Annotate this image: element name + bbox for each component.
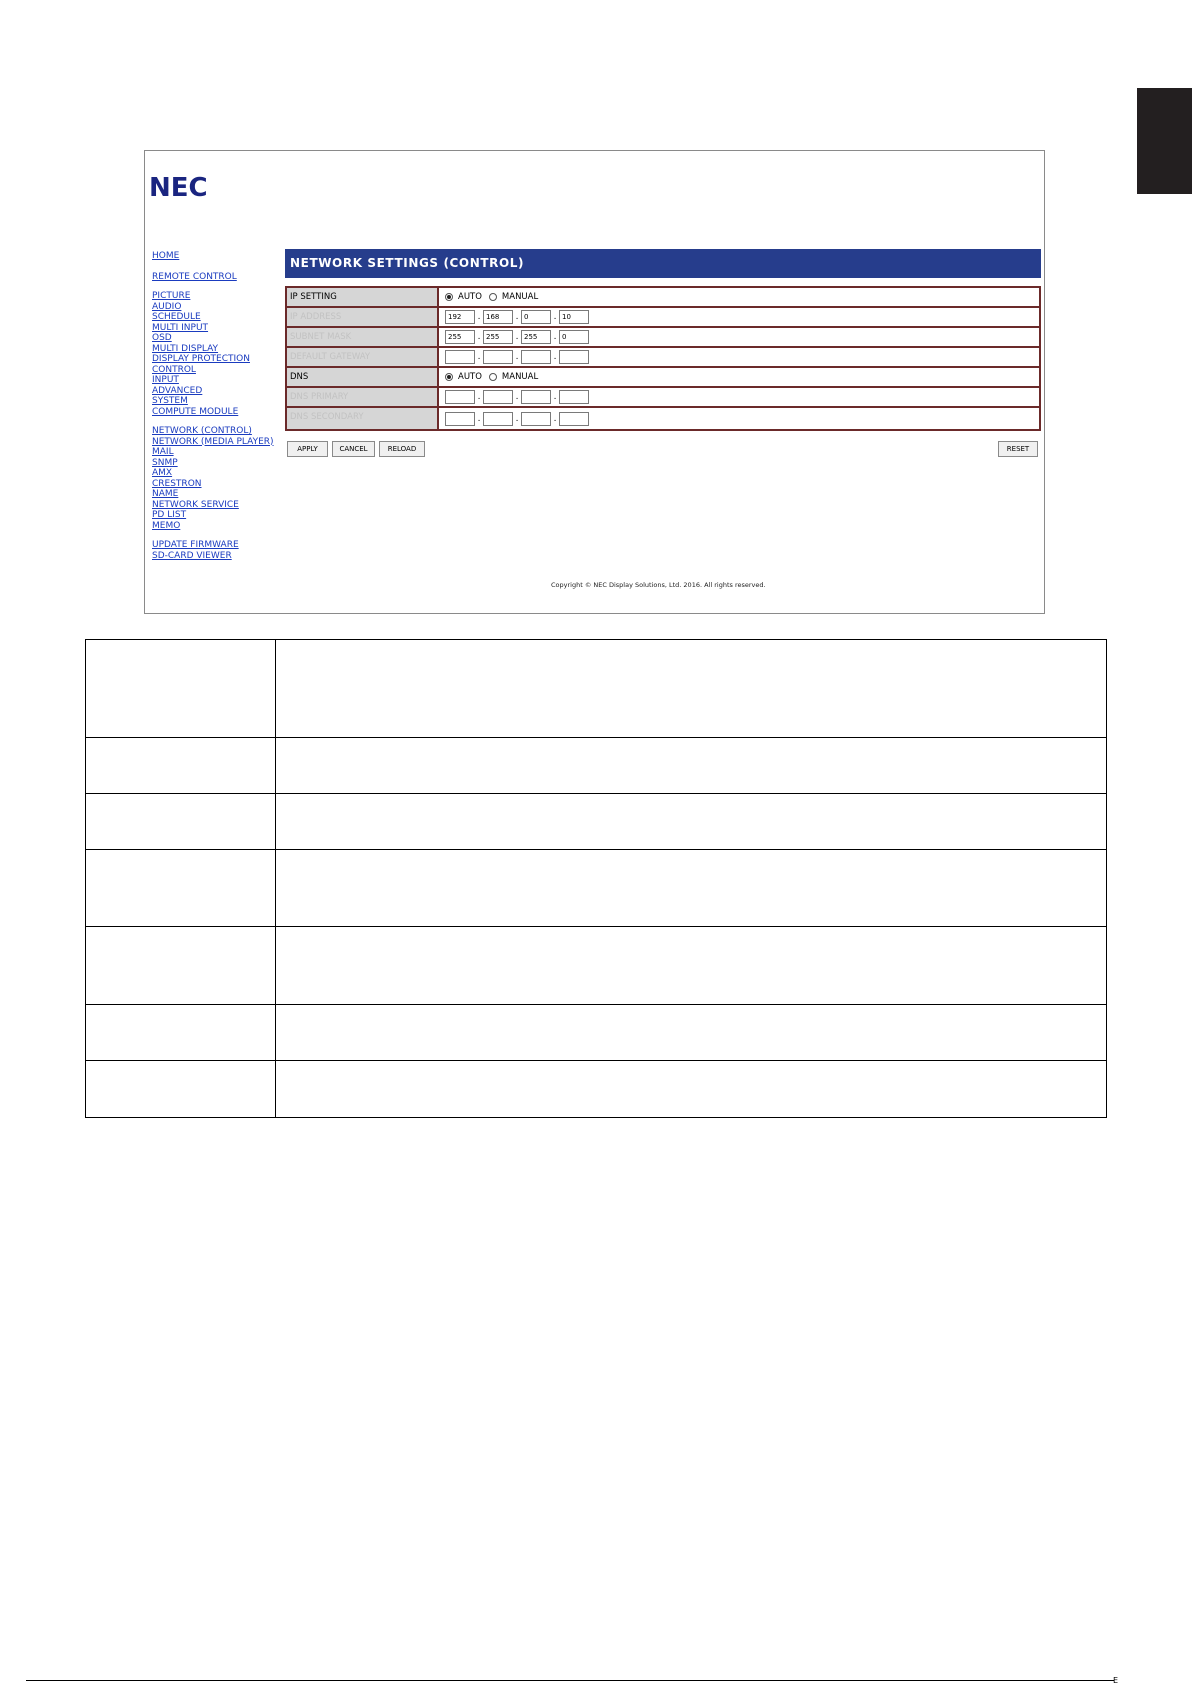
nav-memo[interactable]: MEMO (152, 520, 181, 531)
nav-snmp[interactable]: SNMP (152, 457, 178, 468)
ip-setting-label: IP SETTING (287, 288, 439, 306)
ip-address-octet-4[interactable]: 10 (559, 310, 589, 324)
row-ip-setting (287, 288, 1039, 308)
nav-amx[interactable]: AMX (152, 468, 173, 478)
nav-name[interactable]: NAME (152, 489, 179, 499)
nav-network-control[interactable]: NETWORK (CONTROL) (152, 426, 252, 436)
description-row (86, 794, 1106, 850)
dns-auto-label: AUTO (458, 372, 482, 382)
nav-audio[interactable]: AUDIO (152, 301, 182, 312)
dns-secondary-octet-2[interactable] (483, 412, 513, 426)
nav-compute-module[interactable]: COMPUTE MODULE (152, 406, 239, 417)
section-tab-marker (1137, 88, 1192, 194)
nav-network-media-player[interactable]: NETWORK (MEDIA PLAYER) (152, 436, 274, 447)
octet-separator: . (477, 312, 481, 322)
ip-setting-auto-radio[interactable] (445, 293, 453, 301)
description-term-cell (86, 1005, 276, 1060)
description-term-cell (86, 640, 276, 737)
nav-network-service[interactable]: NETWORK SERVICE (152, 499, 239, 510)
dns-primary-octet-2[interactable] (483, 390, 513, 404)
nav-mail[interactable]: MAIL (152, 447, 174, 457)
row-subnet-mask (287, 328, 1039, 348)
dns-secondary-octet-4[interactable] (559, 412, 589, 426)
subnet-mask-octet-4[interactable]: 0 (559, 330, 589, 344)
description-term-cell (86, 1061, 276, 1117)
dns-secondary-label: DNS SECONDARY (287, 408, 439, 429)
octet-separator: . (553, 332, 557, 342)
ip-setting-auto-label: AUTO (458, 292, 482, 302)
nav-sd-card-viewer[interactable]: SD-CARD VIEWER (152, 550, 232, 561)
octet-separator: . (477, 392, 481, 402)
nav-schedule[interactable]: SCHEDULE (152, 312, 201, 322)
network-settings-table (285, 286, 1041, 431)
footer-rule (26, 1680, 1114, 1681)
nav-pd-list[interactable]: PD LIST (152, 510, 187, 520)
action-buttons (285, 441, 1041, 457)
description-detail-cell (276, 1005, 1106, 1060)
octet-separator: . (553, 352, 557, 362)
dns-secondary-octet-3[interactable] (521, 412, 551, 426)
reload-button[interactable]: RELOAD (379, 441, 425, 457)
nav-picture[interactable]: PICTURE (152, 291, 191, 301)
default-gateway-octet-1[interactable] (445, 350, 475, 364)
description-row (86, 1005, 1106, 1061)
octet-separator: . (515, 392, 519, 402)
dns-secondary-octet-1[interactable] (445, 412, 475, 426)
description-row (86, 640, 1106, 738)
default-gateway-octet-3[interactable] (521, 350, 551, 364)
dns-primary-label: DNS PRIMARY (287, 388, 439, 406)
nav-osd[interactable]: OSD (152, 333, 172, 343)
subnet-mask-octet-3[interactable]: 255 (521, 330, 551, 344)
dns-primary-octet-1[interactable] (445, 390, 475, 404)
octet-separator: . (477, 352, 481, 362)
row-default-gateway (287, 348, 1039, 368)
nec-logo: NEC (149, 173, 208, 203)
subnet-mask-octet-2[interactable]: 255 (483, 330, 513, 344)
ip-address-octet-3[interactable]: 0 (521, 310, 551, 324)
octet-separator: . (515, 352, 519, 362)
dns-manual-label: MANUAL (501, 372, 539, 382)
nav-crestron[interactable]: CRESTRON (152, 478, 202, 489)
description-term-cell (86, 850, 276, 926)
octet-separator: . (515, 332, 519, 342)
dns-auto-radio[interactable] (445, 373, 453, 381)
ip-setting-manual-label: MANUAL (501, 292, 539, 302)
description-detail-cell (276, 738, 1106, 793)
dns-label: DNS (287, 368, 439, 386)
sidebar-nav (152, 251, 278, 561)
row-dns (287, 368, 1039, 388)
octet-separator: . (553, 312, 557, 322)
description-detail-cell (276, 640, 1106, 737)
dns-primary-octet-3[interactable] (521, 390, 551, 404)
octet-separator: . (553, 413, 557, 424)
description-detail-cell (276, 1061, 1106, 1117)
subnet-mask-octet-1[interactable]: 255 (445, 330, 475, 344)
nav-home[interactable]: HOME (152, 251, 180, 261)
description-term-cell (86, 794, 276, 849)
default-gateway-label: DEFAULT GATEWAY (287, 348, 439, 366)
nav-multi-input[interactable]: MULTI INPUT (152, 322, 209, 333)
octet-separator: . (553, 392, 557, 402)
octet-separator: . (515, 413, 519, 424)
description-term-cell (86, 927, 276, 1004)
description-term-cell (86, 738, 276, 793)
subnet-mask-label: SUBNET MASK (287, 328, 439, 346)
page-marker: E (1113, 1676, 1119, 1685)
description-table (85, 639, 1107, 1118)
nav-update-firmware[interactable]: UPDATE FIRMWARE (152, 540, 239, 550)
ip-setting-manual-radio[interactable] (489, 293, 497, 301)
apply-button[interactable]: APPLY (287, 441, 328, 457)
ip-address-octet-1[interactable]: 192 (445, 310, 475, 324)
default-gateway-octet-2[interactable] (483, 350, 513, 364)
main-content (285, 249, 1041, 457)
ip-address-octet-2[interactable]: 168 (483, 310, 513, 324)
row-dns-secondary (287, 408, 1039, 429)
copyright-text: Copyright © NEC Display Solutions, Ltd. 2016. All rights reserved. (551, 581, 766, 589)
nav-advanced[interactable]: ADVANCED (152, 385, 203, 396)
nav-display-protection[interactable]: DISPLAY PROTECTION (152, 354, 250, 364)
octet-separator: . (477, 332, 481, 342)
description-row (86, 738, 1106, 794)
default-gateway-octet-4[interactable] (559, 350, 589, 364)
nav-multi-display[interactable]: MULTI DISPLAY (152, 343, 219, 354)
octet-separator: . (515, 312, 519, 322)
nav-input[interactable]: INPUT (152, 375, 179, 385)
ip-address-label: IP ADDRESS (287, 308, 439, 326)
description-detail-cell (276, 794, 1106, 849)
description-row (86, 1061, 1106, 1117)
nav-control[interactable]: CONTROL (152, 364, 196, 375)
web-ui-screenshot (144, 150, 1045, 614)
description-row (86, 927, 1106, 1005)
description-detail-cell (276, 927, 1106, 1004)
page-title: NETWORK SETTINGS (CONTROL) (285, 249, 1041, 278)
nav-system[interactable]: SYSTEM (152, 396, 188, 406)
reset-button[interactable]: RESET (998, 441, 1038, 457)
nav-remote-control[interactable]: REMOTE CONTROL (152, 271, 237, 282)
description-detail-cell (276, 850, 1106, 926)
octet-separator: . (477, 413, 481, 424)
description-row (86, 850, 1106, 927)
dns-primary-octet-4[interactable] (559, 390, 589, 404)
cancel-button[interactable]: CANCEL (332, 441, 375, 457)
dns-manual-radio[interactable] (489, 373, 497, 381)
row-dns-primary (287, 388, 1039, 408)
row-ip-address (287, 308, 1039, 328)
